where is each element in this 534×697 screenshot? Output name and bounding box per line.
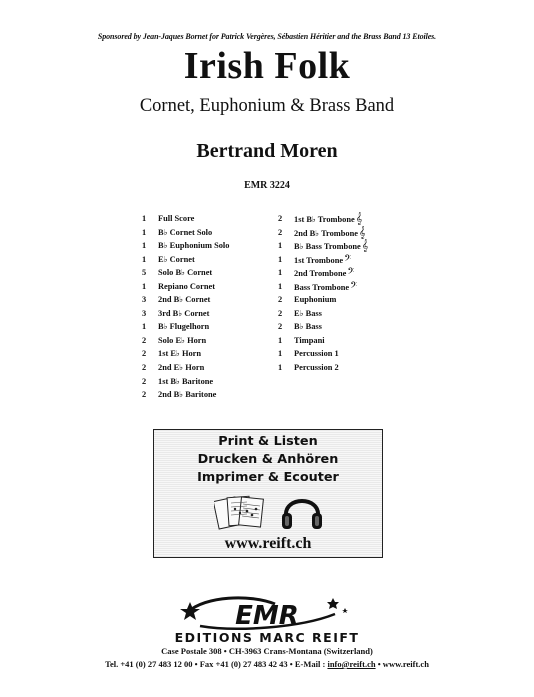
part-name-text: E♭ Cornet [158,254,195,264]
part-name-text: 2nd B♭ Baritone [158,390,217,400]
part-quantity: 2 [142,376,147,386]
part-name [294,307,322,321]
part-row [142,307,272,321]
part-name [158,375,213,389]
contact-email-link[interactable]: info@reift.ch [327,659,376,669]
part-quantity: 2 [142,335,147,345]
treble-clef-icon: 𝄞 [359,225,366,239]
treble-clef-icon: 𝄞 [361,239,369,253]
part-name [158,320,209,334]
part-quantity: 2 [278,214,283,223]
part-name-text: B♭ Bass [294,322,322,332]
part-name [294,361,339,375]
part-name [158,226,212,240]
part-name [158,388,216,402]
part-row [278,347,408,361]
publisher-name: EDITIONS MARC REIFT [174,630,360,645]
part-quantity: 3 [142,295,147,305]
part-name [158,307,209,321]
bass-clef-icon: 𝄢 [350,279,358,293]
part-row [278,266,408,280]
part-name-text: 2nd B♭ Cornet [158,295,211,305]
part-row [278,307,408,321]
part-quantity: 3 [142,308,147,318]
part-name [294,280,357,295]
emr-logo [0,592,534,632]
emr-logo-text: EMR [235,601,299,631]
part-row [142,388,272,402]
part-quantity: 1 [142,322,147,332]
part-row [142,361,272,375]
part-row [142,226,272,240]
part-name-text: Solo B♭ Cornet [158,268,213,278]
part-name [158,239,229,253]
part-name-text: 1st E♭ Horn [158,349,202,359]
part-name-text: 2nd B♭ Trombone [294,228,358,238]
part-row [142,266,272,280]
part-name [158,253,195,267]
part-name-text: 1st B♭ Baritone [158,376,214,386]
ad-line-imprimer: Imprimer & Ecouter [197,470,339,485]
part-row [278,361,408,375]
contact-phone-fax: Tel. +41 (0) 27 483 12 00 • Fax +41 (0) 27 483 42 43 • E-Mail : [105,659,328,669]
part-name [294,320,322,334]
part-name [158,347,201,361]
part-name [158,280,215,294]
part-quantity: 1 [142,241,147,251]
page-title: Irish Folk [183,45,351,87]
contact-website[interactable]: • www.reift.ch [375,659,429,669]
part-row [278,239,408,253]
parts-list-left [142,212,272,402]
part-name-text: 1st Trombone [294,255,344,265]
part-row [278,334,408,348]
ad-website-link[interactable]: www.reift.ch [224,535,312,552]
part-name [158,361,204,375]
part-row [142,334,272,348]
part-name-text: Full Score [158,214,195,223]
part-quantity: 2 [278,308,283,318]
part-row [142,375,272,389]
part-name [294,226,366,241]
part-name [294,239,368,254]
print-listen-ad [153,429,383,558]
part-name-text: 3rd B♭ Cornet [158,308,210,318]
headphones-icon [279,486,325,534]
part-name-text: B♭ Bass Trombone [294,242,361,252]
part-quantity: 2 [278,295,283,305]
part-row [278,320,408,334]
part-name-text: Bass Trombone [294,282,350,292]
part-name-text: Percussion 1 [294,349,339,359]
part-name [294,334,325,348]
part-quantity: 1 [278,241,283,251]
part-name [294,212,362,227]
part-quantity: 2 [278,322,283,332]
part-name-text: 1st B♭ Trombone [294,215,355,224]
ad-line-print-listen: Print & Listen [218,434,318,449]
part-row [278,226,408,240]
part-name [294,347,339,361]
part-quantity: 2 [278,227,283,237]
part-name-text: E♭ Bass [294,308,322,318]
composer-name: Bertrand Moren [196,140,338,162]
part-quantity: 1 [278,281,283,291]
part-row [278,212,408,226]
part-row [278,280,408,294]
publisher-contact [0,659,534,669]
part-row [142,293,272,307]
part-quantity: 2 [142,390,147,400]
part-quantity: 1 [142,227,147,237]
part-name-text: 2nd E♭ Horn [158,363,205,373]
part-name-text: B♭ Flugelhorn [158,322,210,332]
part-name-text: Solo E♭ Horn [158,335,207,345]
bass-clef-icon: 𝄢 [344,252,352,266]
part-quantity: 1 [142,214,147,223]
part-quantity: 1 [278,268,283,278]
part-row [142,347,272,361]
part-row [278,293,408,307]
part-name [158,334,206,348]
part-quantity: 1 [142,254,147,264]
part-quantity: 1 [142,281,147,291]
part-row [142,280,272,294]
part-name [158,212,194,226]
part-name [294,266,354,281]
part-quantity: 1 [278,335,283,345]
ad-line-drucken: Drucken & Anhören [197,452,339,467]
parts-list-right [278,212,408,375]
part-row [142,253,272,267]
part-name-text: Repiano Cornet [158,281,215,291]
part-name [294,253,351,268]
publisher-address: Case Postale 308 • CH-3963 Crans-Montana (Switzerland) [161,646,373,656]
part-name-text: 2nd Trombone [294,269,347,279]
sponsor-note: Sponsored by Jean-Jaques Bornet for Patrick Vergères, Sébastien Héritier and the Brass Band 13 Etoiles. [97,32,437,41]
part-name-text: Percussion 2 [294,363,339,373]
part-name [158,266,212,280]
part-quantity: 5 [142,268,147,278]
part-name-text: B♭ Euphonium Solo [158,241,230,251]
part-name-text: B♭ Cornet Solo [158,227,213,237]
part-name-text: Timpani [294,335,325,345]
catalog-number: EMR 3224 [244,180,290,191]
part-quantity: 1 [278,254,283,264]
page-subtitle: Cornet, Euphonium & Brass Band [139,96,395,116]
part-row [142,239,272,253]
part-row [142,320,272,334]
treble-clef-icon: 𝄞 [355,212,363,225]
bass-clef-icon: 𝄢 [347,266,355,280]
part-quantity: 2 [142,363,147,373]
part-quantity: 2 [142,349,147,359]
part-row [142,212,272,226]
part-name [158,293,210,307]
part-row [278,253,408,267]
part-name-text: Euphonium [294,295,337,305]
part-quantity: 1 [278,363,283,373]
part-quantity: 1 [278,349,283,359]
part-name [294,293,336,307]
